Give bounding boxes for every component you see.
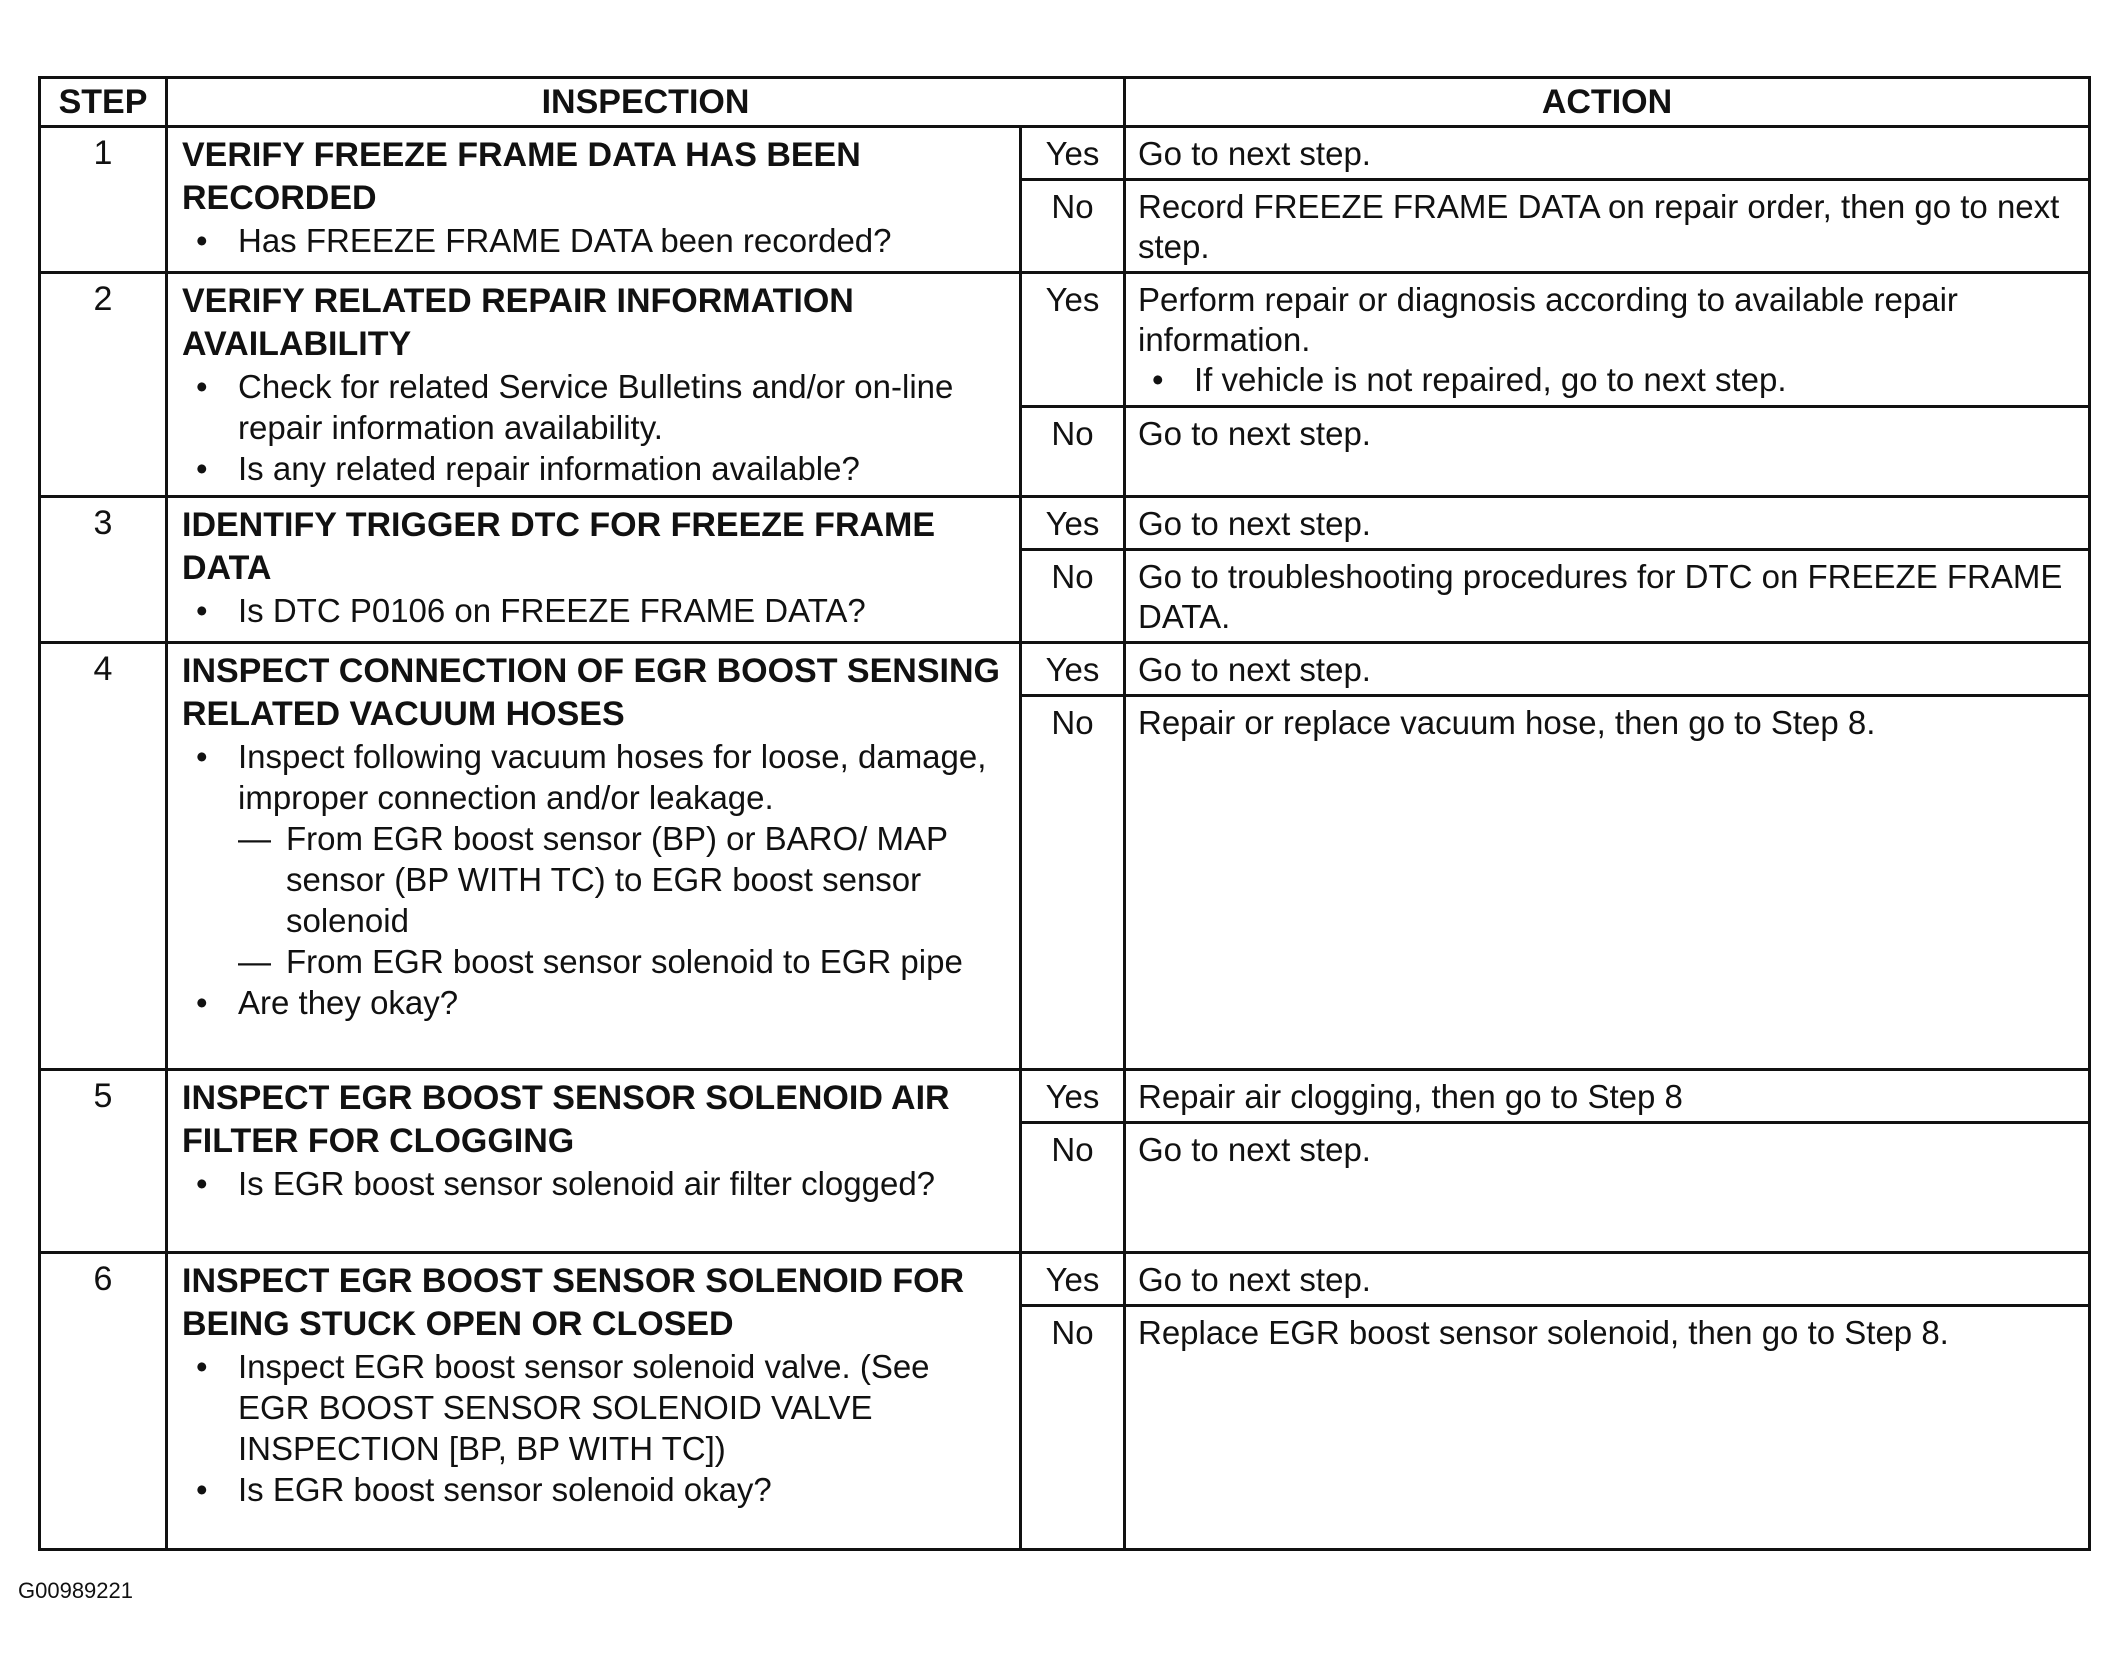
no-action: Record FREEZE FRAME DATA on repair order, then go to next step. — [1125, 180, 2090, 273]
yes-label: Yes — [1021, 497, 1125, 550]
inspection-bullets — [182, 1346, 1007, 1510]
inspection-bullet-text: Inspect following vacuum hoses for loose, damage, improper connection and/or leakage. — [238, 738, 987, 816]
diagnostic-procedure-table — [38, 76, 2091, 1551]
step-number: 5 — [40, 1070, 167, 1253]
inspection-cell — [167, 497, 1021, 643]
no-label: No — [1021, 550, 1125, 643]
no-label: No — [1021, 180, 1125, 273]
no-label: No — [1021, 1306, 1125, 1550]
step-number: 6 — [40, 1253, 167, 1550]
no-action: Go to next step. — [1125, 406, 2090, 496]
yes-label: Yes — [1021, 643, 1125, 696]
inspection-title: IDENTIFY TRIGGER DTC FOR FREEZE FRAME DATA — [182, 506, 936, 587]
step-row-yes — [40, 273, 2090, 407]
inspection-title: INSPECT EGR BOOST SENSOR SOLENOID AIR FILTER FOR CLOGGING — [182, 1079, 950, 1160]
yes-action: Repair air clogging, then go to Step 8 — [1125, 1070, 2090, 1123]
no-action: Go to troubleshooting procedures for DTC on FREEZE FRAME DATA. — [1125, 550, 2090, 643]
inspection-title: INSPECT CONNECTION OF EGR BOOST SENSING RELATED VACUUM HOSES — [182, 652, 1000, 733]
no-action: Replace EGR boost sensor solenoid, then go to Step 8. — [1125, 1306, 2090, 1550]
inspection-bullet: • Is DTC P0106 on FREEZE FRAME DATA? — [182, 590, 1007, 631]
inspection-cell — [167, 643, 1021, 1070]
yes-action: Go to next step. — [1125, 1253, 2090, 1306]
inspection-dash-list — [238, 818, 1007, 982]
no-label: No — [1021, 1123, 1125, 1253]
step-number: 1 — [40, 127, 167, 273]
yes-action: Perform repair or diagnosis according to available repair information. — [1138, 281, 1958, 358]
step-row-yes — [40, 643, 2090, 696]
inspection-dash-item: — From EGR boost sensor (BP) or BARO/ MAP sensor (BP WITH TC) to EGR boost sensor solenoid — [238, 818, 1007, 941]
inspection-title: VERIFY RELATED REPAIR INFORMATION AVAILABILITY — [182, 282, 854, 363]
yes-label: Yes — [1021, 1070, 1125, 1123]
step-row-yes — [40, 1070, 2090, 1123]
figure-id: G00989221 — [18, 1578, 133, 1603]
step-row-yes — [40, 1253, 2090, 1306]
no-action: Go to next step. — [1125, 1123, 2090, 1253]
header-step: STEP — [40, 78, 167, 127]
step-row-yes — [40, 127, 2090, 180]
inspection-dash-item: — From EGR boost sensor solenoid to EGR pipe — [238, 941, 1007, 982]
inspection-bullets — [182, 590, 1007, 631]
inspection-cell — [167, 1253, 1021, 1550]
step-number: 3 — [40, 497, 167, 643]
header-action: ACTION — [1125, 78, 2090, 127]
inspection-cell — [167, 1070, 1021, 1253]
inspection-bullet: • Are they okay? — [182, 982, 1007, 1023]
inspection-bullet: • Is EGR boost sensor solenoid air filter clogged? — [182, 1163, 1007, 1204]
inspection-title: VERIFY FREEZE FRAME DATA HAS BEEN RECORDED — [182, 136, 861, 217]
yes-action-cell — [1125, 273, 2090, 407]
yes-action-sub: • If vehicle is not repaired, go to next step. — [1138, 360, 2078, 400]
inspection-bullets — [182, 366, 1007, 489]
inspection-bullet: • Has FREEZE FRAME DATA been recorded? — [182, 220, 1007, 261]
yes-label: Yes — [1021, 273, 1125, 407]
inspection-bullet — [182, 736, 1007, 982]
step-row-yes — [40, 497, 2090, 550]
inspection-bullets — [182, 1163, 1007, 1204]
yes-label: Yes — [1021, 127, 1125, 180]
yes-label: Yes — [1021, 1253, 1125, 1306]
no-label: No — [1021, 406, 1125, 496]
yes-action: Go to next step. — [1125, 127, 2090, 180]
inspection-cell — [167, 127, 1021, 273]
table-header-row — [40, 78, 2090, 127]
inspection-bullet: • Inspect EGR boost sensor solenoid valve. (See EGR BOOST SENSOR SOLENOID VALVE INSPECTION [BP, BP WITH TC]) — [182, 1346, 1007, 1469]
step-number: 4 — [40, 643, 167, 1070]
inspection-title: INSPECT EGR BOOST SENSOR SOLENOID FOR BEING STUCK OPEN OR CLOSED — [182, 1262, 965, 1343]
inspection-cell — [167, 273, 1021, 497]
yes-action: Go to next step. — [1125, 643, 2090, 696]
no-label: No — [1021, 696, 1125, 1070]
inspection-bullet: • Check for related Service Bulletins and/or on-line repair information availability. — [182, 366, 1007, 448]
no-action: Repair or replace vacuum hose, then go to Step 8. — [1125, 696, 2090, 1070]
inspection-bullets — [182, 736, 1007, 1023]
inspection-bullet: • Is any related repair information available? — [182, 448, 1007, 489]
inspection-bullet: • Is EGR boost sensor solenoid okay? — [182, 1469, 1007, 1510]
header-inspection: INSPECTION — [167, 78, 1125, 127]
inspection-bullets — [182, 220, 1007, 261]
step-number: 2 — [40, 273, 167, 497]
yes-action: Go to next step. — [1125, 497, 2090, 550]
